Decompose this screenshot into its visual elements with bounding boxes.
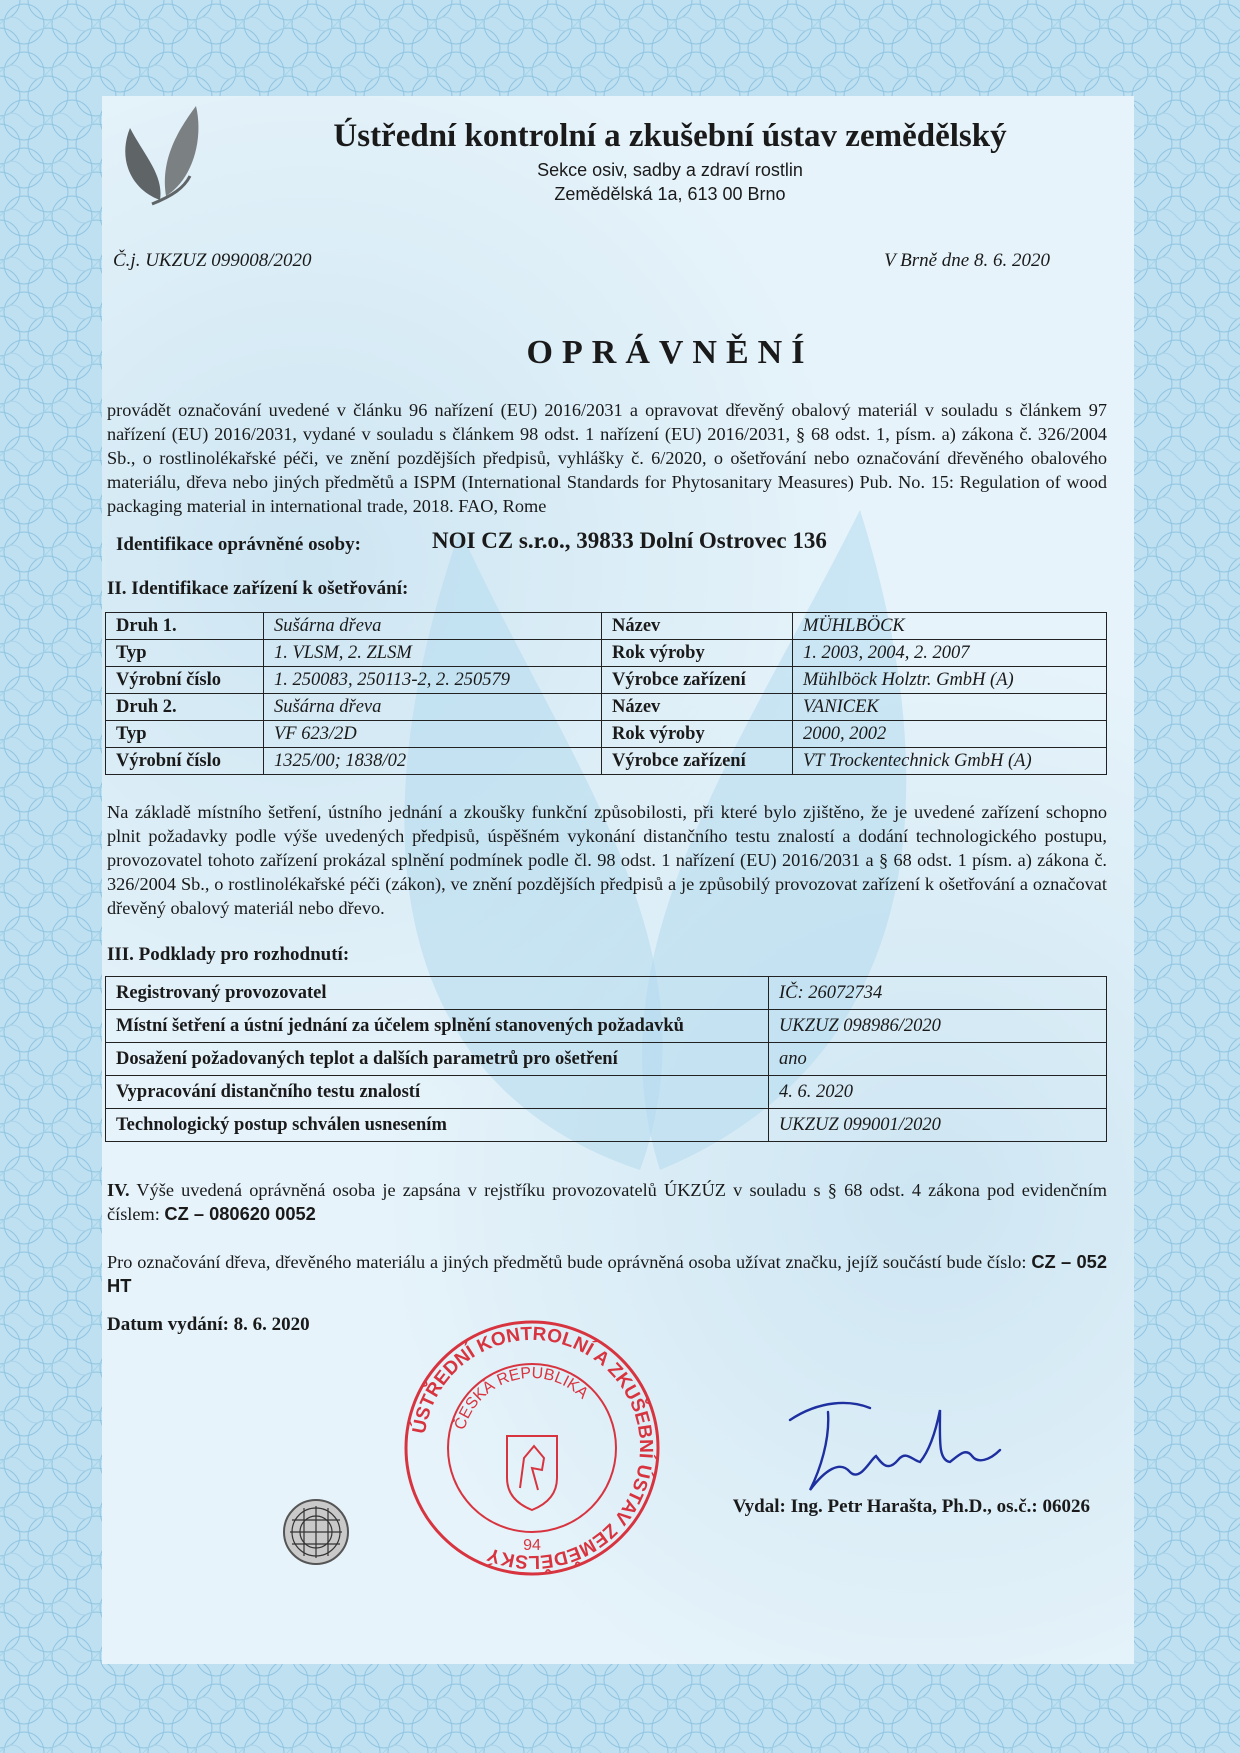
document-title: OPRÁVNĚNÍ (526, 334, 814, 371)
basis-paragraph: Na základě místního šetření, ústního jednání a zkoušky funkční způsobilosti, při které bylo zjištěno, že je uvedené zařízení schopno plnit požadavky podle výše uvedených předpisů, úspěšném vykonání distančního testu znalostí a dodání technologického postupu, provozovatel tohoto zařízení prokázal splnění podmínek podle čl. 98 odst. 1 nařízení (EU) 2016/2031 a § 68 odst. 1 písm. a) zákona č. 326/2004 Sb., o rostlinolékařské péči (zákon), ve znění pozdějších předpisů a je způsobilý provozovat zařízení k ošetřování a označovat dřevěný obalový materiál nebo dřevo. (107, 802, 1107, 918)
equipment-label: Název (602, 694, 793, 721)
basis-row (106, 1109, 1107, 1142)
equipment-table (105, 612, 1107, 775)
equipment-value: Sušárna dřeva (264, 613, 602, 640)
equipment-row (106, 613, 1107, 640)
basis-row (106, 977, 1107, 1010)
equipment-value: MÜHLBÖCK (793, 613, 1107, 640)
equipment-value: Mühlböck Holztr. GmbH (A) (793, 667, 1107, 694)
basis-value: UKZUZ 099001/2020 (769, 1109, 1107, 1142)
identification-value: NOI CZ s.r.o., 39833 Dolní Ostrovec 136 (432, 528, 827, 553)
equipment-label: Typ (106, 721, 264, 748)
official-stamp (402, 1318, 662, 1578)
equipment-row (106, 694, 1107, 721)
equipment-label: Výrobní číslo (106, 748, 264, 775)
institution-logo (112, 100, 212, 210)
section-4-paragraph (107, 1178, 1107, 1226)
equipment-value: 2000, 2002 (793, 721, 1107, 748)
equipment-value: VF 623/2D (264, 721, 602, 748)
basis-label: Místní šetření a ústní jednání za účelem splnění stanovených požadavků (106, 1010, 769, 1043)
basis-row (106, 1076, 1107, 1109)
equipment-label: Rok výroby (602, 640, 793, 667)
equipment-label: Rok výroby (602, 721, 793, 748)
registration-number: CZ – 080620 0052 (164, 1203, 316, 1224)
equipment-value: VANICEK (793, 694, 1107, 721)
institution-section: Sekce osiv, sadby a zdraví rostlin (537, 160, 803, 180)
reference-number: Č.j. UKZUZ 099008/2020 (113, 250, 312, 271)
basis-row (106, 1010, 1107, 1043)
equipment-value: 1. 250083, 250113-2, 2. 250579 (264, 667, 602, 694)
equipment-value: 1. 2003, 2004, 2. 2007 (793, 640, 1107, 667)
equipment-value: 1325/00; 1838/02 (264, 748, 602, 775)
issue-date: Datum vydání: 8. 6. 2020 (107, 1314, 310, 1335)
intro-paragraph: provádět označování uvedené v článku 96 nařízení (EU) 2016/2031 a opravovat dřevěný obalový materiál v souladu s článkem 97 nařízení (EU) 2016/2031, vydané v souladu s článkem 98 odst. 1 nařízení (EU) 2016/2031, § 68 odst. 1, písm. a) zákona č. 326/2004 Sb., o rostlinolékařské péči, ve znění pozdějších předpisů, vyhlášky č. 6/2020, o ošetřování nebo označování dřevěného obalového materiálu, dřeva nebo jiných předmětů a ISPM (International Standards for Phytosanitary Measures) Pub. No. 15: Regulation of wood packaging material in international trade, 2018. FAO, Rome (107, 400, 1107, 516)
basis-value: IČ: 26072734 (769, 977, 1107, 1010)
institution-address: Zemědělská 1a, 613 00 Brno (554, 184, 786, 204)
svg-text:ČESKÁ REPUBLIKA (450, 1365, 592, 1432)
basis-label: Registrovaný provozovatel (106, 977, 769, 1010)
hologram-seal (282, 1498, 350, 1566)
institution-name: Ústřední kontrolní a zkušební ústav zemědělský (333, 118, 1007, 154)
equipment-row (106, 721, 1107, 748)
basis-table (105, 976, 1107, 1142)
issuer-signature-line: Vydal: Ing. Petr Harašta, Ph.D., os.č.: 06026 (732, 1496, 1090, 1517)
equipment-value: Sušárna dřeva (264, 694, 602, 721)
place-and-date: V Brně dne 8. 6. 2020 (884, 250, 1050, 271)
equipment-row (106, 667, 1107, 694)
section-4-text: Výše uvedená oprávněná osoba je zapsána v rejstříku provozovatelů ÚKZÚZ v souladu s § 68 odst. 4 zákona pod evidenčním číslem: (107, 1180, 1107, 1224)
stamp-outer-text: ÚSTŘEDNÍ KONTROLNÍ A ZKUŠEBNÍ ÚSTAV ZEMĚDĚLSKÝ (408, 1323, 657, 1573)
equipment-label: Výrobní číslo (106, 667, 264, 694)
equipment-row (106, 640, 1107, 667)
basis-value: ano (769, 1043, 1107, 1076)
basis-value: 4. 6. 2020 (769, 1076, 1107, 1109)
equipment-value: 1. VLSM, 2. ZLSM (264, 640, 602, 667)
basis-value: UKZUZ 098986/2020 (769, 1010, 1107, 1043)
marking-text: Pro označování dřeva, dřevěného materiálu a jiných předmětů bude oprávněná osoba užívat značku, jejíž součástí bude číslo: (107, 1252, 1032, 1272)
section-4-prefix: IV. (107, 1180, 130, 1200)
stamp-inner-text: ČESKÁ REPUBLIKA (451, 1364, 592, 1432)
identification-label: Identifikace oprávněné osoby: (116, 534, 361, 555)
basis-label: Vypracování distančního testu znalostí (106, 1076, 769, 1109)
equipment-label: Druh 2. (106, 694, 264, 721)
handwritten-signature (780, 1390, 1010, 1500)
marking-code: CZ – 052 HT (107, 1251, 1107, 1296)
equipment-label: Typ (106, 640, 264, 667)
section-2-title: II. Identifikace zařízení k ošetřování: (107, 578, 409, 599)
equipment-label: Název (602, 613, 793, 640)
equipment-value: VT Trockentechnick GmbH (A) (793, 748, 1107, 775)
basis-label: Dosažení požadovaných teplot a dalších parametrů pro ošetření (106, 1043, 769, 1076)
equipment-label: Výrobce zařízení (602, 667, 793, 694)
equipment-label: Výrobce zařízení (602, 748, 793, 775)
equipment-label: Druh 1. (106, 613, 264, 640)
basis-label: Technologický postup schválen usnesením (106, 1109, 769, 1142)
equipment-row (106, 748, 1107, 775)
stamp-number: 94 (523, 1537, 541, 1554)
basis-row (106, 1043, 1107, 1076)
marking-paragraph (107, 1250, 1107, 1298)
section-3-title: III. Podklady pro rozhodnutí: (107, 944, 350, 965)
